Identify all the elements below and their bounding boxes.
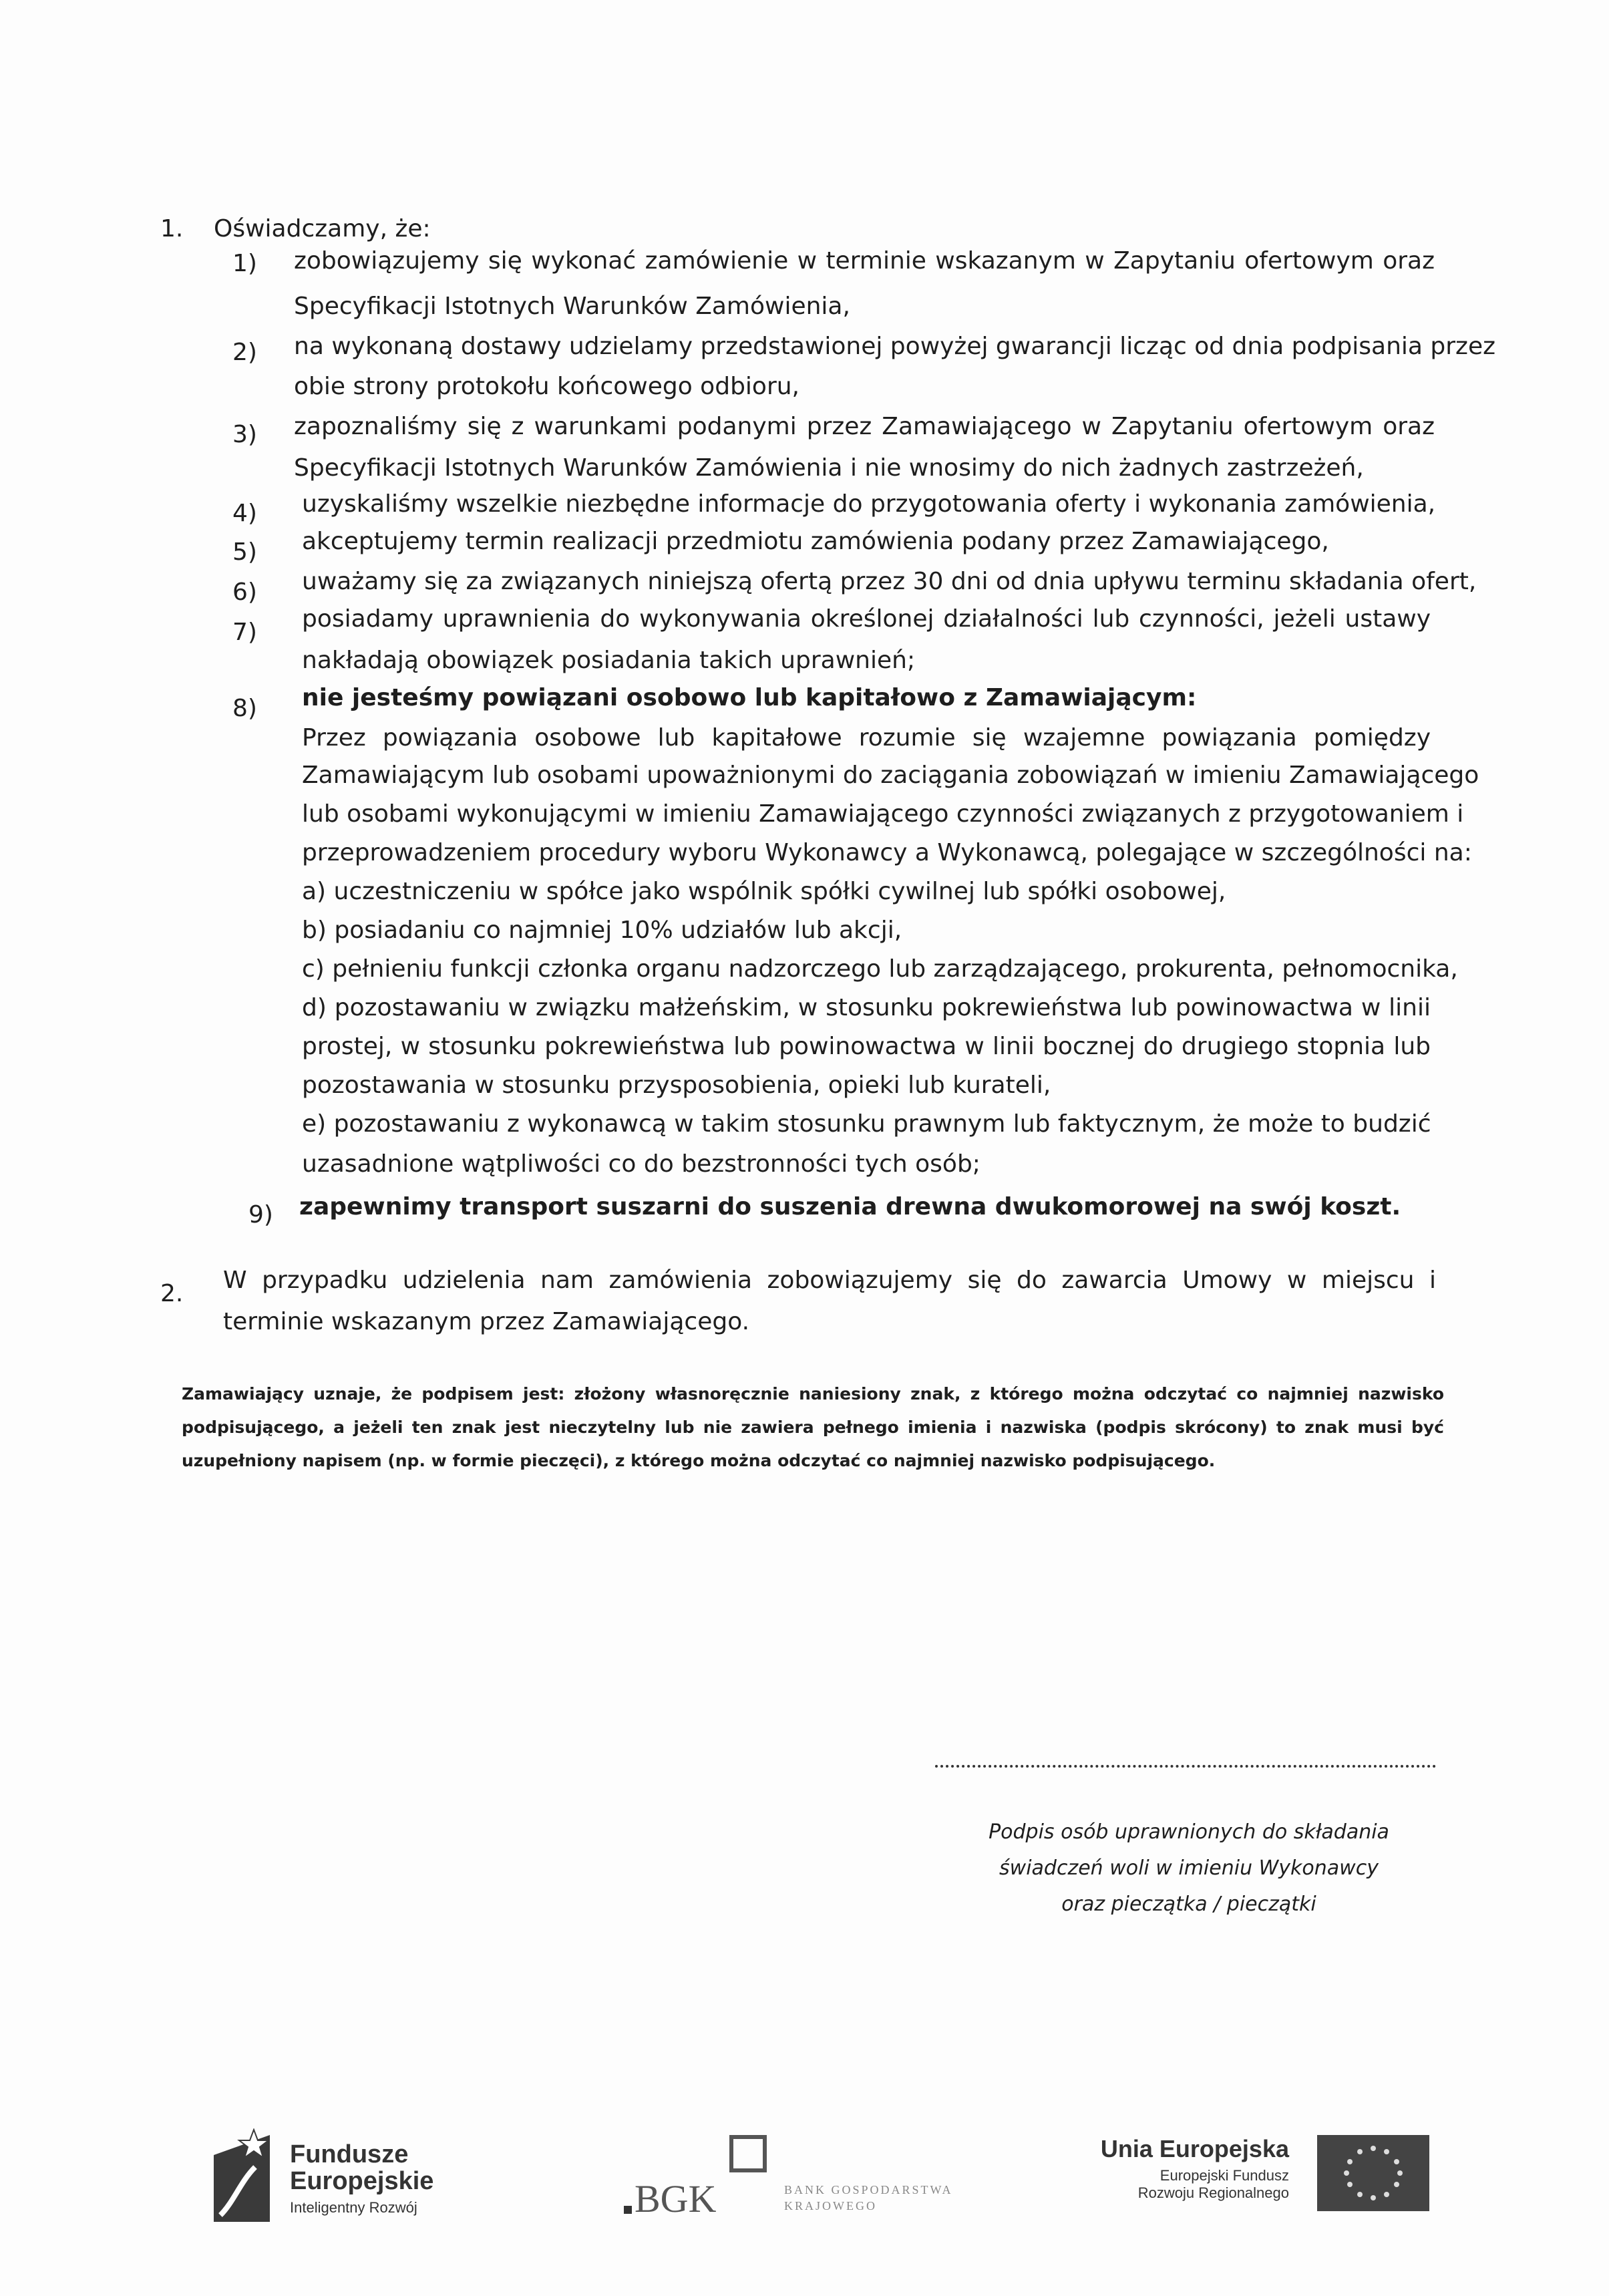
item-8-line-1: Przez powiązania osobowe lub kapitałowe rozumie się wzajemne powiązania pomiędzy <box>302 724 1431 752</box>
item-3-line-1: zapoznaliśmy się z warunkami podanymi przez Zamawiającego w Zapytaniu ofertowym oraz <box>294 413 1435 440</box>
item-8-heading: nie jesteśmy powiązani osobowo lub kapitałowo z Zamawiającym: <box>302 684 1197 711</box>
bgk-dot-icon <box>624 2206 632 2214</box>
fe-line-2: Europejskie <box>290 2167 434 2195</box>
signature-line <box>935 1762 1436 1768</box>
eu-logo <box>1095 2131 1429 2218</box>
item-4-number: 4) <box>232 500 257 527</box>
item-8-line-6: b) posiadaniu co najmniej 10% udziałów lub akcji, <box>302 917 902 944</box>
item-2-line-1: na wykonaną dostawy udzielamy przedstawionej powyżej gwarancji licząc od dnia podpisania przez <box>294 333 1495 360</box>
section-2-line-2: terminie wskazanym przez Zamawiającego. <box>223 1308 750 1335</box>
fundusze-europejskie-logo <box>214 2128 468 2222</box>
section-1-number: 1. <box>160 215 184 242</box>
section-2-number: 2. <box>160 1280 184 1307</box>
bgk-logo <box>621 2135 995 2222</box>
item-8-line-3: lub osobami wykonującymi w imieniu Zamawiającego czynności związanych z przygotowaniem i <box>302 800 1464 828</box>
signature-note <box>182 1377 1444 1478</box>
item-7-line-1: posiadamy uprawnienia do wykonywania określonej działalności lub czynności, jeżeli ustawy <box>302 605 1431 633</box>
bgk-wordmark: BGK <box>635 2177 717 2221</box>
eu-line-2: Rozwoju Regionalnego <box>1137 2184 1289 2201</box>
item-8-line-11: e) pozostawaniu z wykonawcą w takim stosunku prawnym lub faktycznym, że może to budzić <box>302 1110 1431 1138</box>
item-1-line-1: zobowiązujemy się wykonać zamówienie w terminie wskazanym w Zapytaniu ofertowym oraz <box>294 247 1435 275</box>
item-8-line-7: c) pełnieniu funkcji członka organu nadzorczego lub zarządzającego, prokurenta, pełnomocnika, <box>302 955 1458 983</box>
item-1-line-2: Specyfikacji Istotnych Warunków Zamówienia, <box>294 293 850 320</box>
eu-title: Unia Europejska <box>1100 2135 1289 2162</box>
bgk-square-icon <box>729 2135 767 2172</box>
item-5-line-1: akceptujemy termin realizacji przedmiotu zamówienia podany przez Zamawiającego, <box>302 528 1329 555</box>
fe-star-mark-icon <box>214 2128 270 2222</box>
note-line-1: Zamawiający uznaje, że podpisem jest: złożony własnoręcznie naniesiony znak, z którego można odczytać co najmniej nazwisko <box>182 1384 1444 1404</box>
item-8-line-4: przeprowadzeniem procedury wyboru Wykonawcy a Wykonawcą, polegające w szczególności na: <box>302 839 1472 866</box>
fe-line-1: Fundusze <box>290 2140 409 2168</box>
note-line-2: podpisującego, a jeżeli ten znak jest nieczytelny lub nie zawiera pełnego imienia i nazwiska (podpis skrócony) to znak musi być <box>182 1418 1444 1437</box>
item-8-line-2: Zamawiającym lub osobami upoważnionymi do zaciągania zobowiązań w imieniu Zamawiającego <box>302 762 1479 789</box>
item-8-line-10: pozostawania w stosunku przysposobienia, opieki lub kurateli, <box>302 1072 1051 1099</box>
item-8-line-8: d) pozostawaniu w związku małżeńskim, w stosunku pokrewieństwa lub powinowactwa w linii <box>302 994 1431 1021</box>
item-2-number: 2) <box>232 339 257 366</box>
item-4-line-1: uzyskaliśmy wszelkie niezbędne informacje do przygotowania oferty i wykonania zamówienia, <box>302 490 1436 518</box>
item-7-number: 7) <box>232 619 257 646</box>
signature-caption-line-1: Podpis osób uprawnionych do składania <box>989 1820 1389 1844</box>
item-9-number: 9) <box>248 1201 273 1228</box>
item-2-line-2: obie strony protokołu końcowego odbioru, <box>294 373 800 400</box>
section-1-title: Oświadczamy, że: <box>214 215 431 242</box>
bgk-name-line-2: KRAJOWEGO <box>784 2199 877 2212</box>
item-7-line-2: nakładają obowiązek posiadania takich uprawnień; <box>302 647 916 674</box>
eu-line-1: Europejski Fundusz <box>1159 2167 1289 2184</box>
item-3-line-2: Specyfikacji Istotnych Warunków Zamówienia i nie wnosimy do nich żadnych zastrzeżeń, <box>294 454 1364 482</box>
item-5-number: 5) <box>232 538 257 566</box>
signature-caption <box>922 1814 1456 1923</box>
signature-caption-line-3: oraz pieczątka / pieczątki <box>1061 1893 1316 1916</box>
eu-flag-icon <box>1317 2135 1429 2211</box>
item-9-line-1: zapewnimy transport suszarni do suszenia drewna dwukomorowej na swój koszt. <box>299 1193 1401 1220</box>
fe-line-3: Inteligentny Rozwój <box>290 2199 417 2216</box>
note-line-3: uzupełniony napisem (np. w formie pieczęci), z którego można odczytać co najmniej nazwisko podpisującego. <box>182 1451 1216 1470</box>
section-2-line-1: W przypadku udzielenia nam zamówienia zobowiązujemy się do zawarcia Umowy w miejscu i <box>223 1267 1436 1294</box>
item-3-number: 3) <box>232 421 257 448</box>
item-8-number: 8) <box>232 695 257 722</box>
item-8-line-5: a) uczestniczeniu w spółce jako wspólnik spółki cywilnej lub spółki osobowej, <box>302 878 1226 905</box>
bgk-name-line-1: BANK GOSPODARSTWA <box>784 2183 953 2196</box>
item-8-line-9: prostej, w stosunku pokrewieństwa lub powinowactwa w linii bocznej do drugiego stopnia lub <box>302 1033 1431 1060</box>
item-6-line-1: uważamy się za związanych niniejszą ofertą przez 30 dni od dnia upływu terminu składania ofert, <box>302 568 1477 595</box>
item-1-number: 1) <box>232 250 257 277</box>
signature-caption-line-2: świadczeń woli w imieniu Wykonawcy <box>999 1856 1379 1880</box>
item-8-line-12: uzasadnione wątpliwości co do bezstronności tych osób; <box>302 1150 980 1178</box>
item-6-number: 6) <box>232 579 257 606</box>
